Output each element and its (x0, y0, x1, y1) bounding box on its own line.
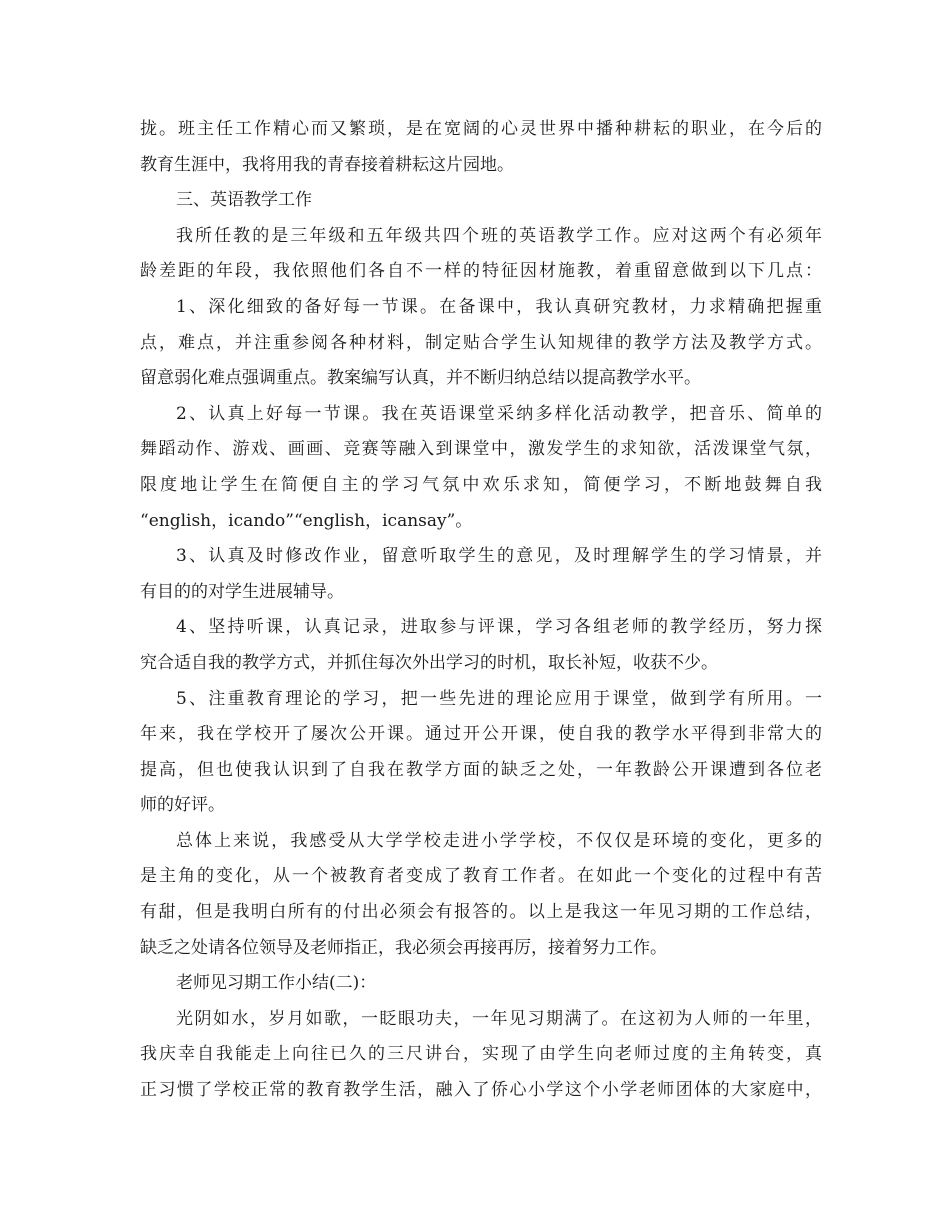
text-line: 龄差距的年段，我依照他们各自不一样的特征因材施教，着重留意做到以下几点： (140, 261, 822, 282)
text-line: 师的好评。 (140, 795, 225, 816)
text-line: 1、深化细致的备好每一节课。在备课中，我认真研究教材，力求精确把握重 (176, 296, 822, 317)
text-line: 拢。班主任工作精心而又繁琐，是在宽阔的心灵世界中播种耕耘的职业，在今后的 (140, 119, 822, 139)
text-line: 正习惯了学校正常的教育教学生活，融入了侨心小学这个小学老师团体的大家庭中， (140, 1080, 822, 1101)
text-line: 2、认真上好每一节课。我在英语课堂采纳多样化活动教学，把音乐、简单的 (176, 403, 822, 424)
text-line: 总体上来说，我感受从大学学校走进小学学校，不仅仅是环境的变化，更多的 (176, 830, 822, 851)
text-line: 三、英语教学工作 (176, 190, 312, 211)
text-line: 有甜，但是我明白所有的付出必须会有报答的。以上是我这一年见习期的工作总结， (140, 902, 822, 923)
text-line: 我庆幸自我能走上向往已久的三尺讲台，实现了由学生向老师过度的主角转变，真 (140, 1044, 822, 1065)
text-line: 缺乏之处请各位领导及老师指正，我必须会再接再厉，接着努力工作。 (140, 937, 667, 958)
text-line: 舞蹈动作、游戏、画画、竞赛等融入到课堂中，激发学生的求知欲，活泼课堂气氛， (140, 439, 822, 460)
text-line: 究合适自我的教学方式，并抓住每次外出学习的时机，取长补短，收获不少。 (140, 652, 718, 673)
text-line: 光阴如水，岁月如歌，一眨眼功夫，一年见习期满了。在这初为人师的一年里， (176, 1008, 822, 1029)
text-line: 限度地让学生在简便自主的学习气氛中欢乐求知，简便学习，不断地鼓舞自我 (140, 474, 822, 495)
text-line: 老师见习期工作小结(二)： (176, 973, 377, 994)
text-line: 提高，但也使我认识到了自我在教学方面的缺乏之处，一年教龄公开课遭到各位老 (140, 759, 822, 780)
text-line: 教育生涯中，我将用我的青春接着耕耘这片园地。 (140, 154, 514, 175)
text-line: 是主角的变化，从一个被教育者变成了教育工作者。在如此一个变化的过程中有苦 (140, 866, 822, 887)
text-line: 我所任教的是三年级和五年级共四个班的英语教学工作。应对这两个有必须年 (176, 225, 822, 246)
text-line: “english，icando”“english，icansay”。 (140, 510, 473, 531)
text-line: 点，难点，并注重参阅各种材料，制定贴合学生认知规律的教学方法及教学方式。 (140, 332, 822, 353)
text-line: 4、坚持听课，认真记录，进取参与评课，学习各组老师的教学经历，努力探 (176, 617, 822, 638)
text-line: 3、认真及时修改作业，留意听取学生的意见，及时理解学生的学习情景，并 (176, 546, 822, 567)
text-line: 留意弱化难点强调重点。教案编写认真，并不断归纳总结以提高教学水平。 (140, 368, 701, 389)
text-line: 5、注重教育理论的学习，把一些先进的理论应用于课堂，做到学有所用。一 (176, 688, 822, 709)
text-line: 有目的的对学生进展辅导。 (140, 581, 344, 602)
text-line: 年来，我在学校开了屡次公开课。通过开公开课，使自我的教学水平得到非常大的 (140, 724, 822, 745)
document-body (140, 112, 822, 1109)
